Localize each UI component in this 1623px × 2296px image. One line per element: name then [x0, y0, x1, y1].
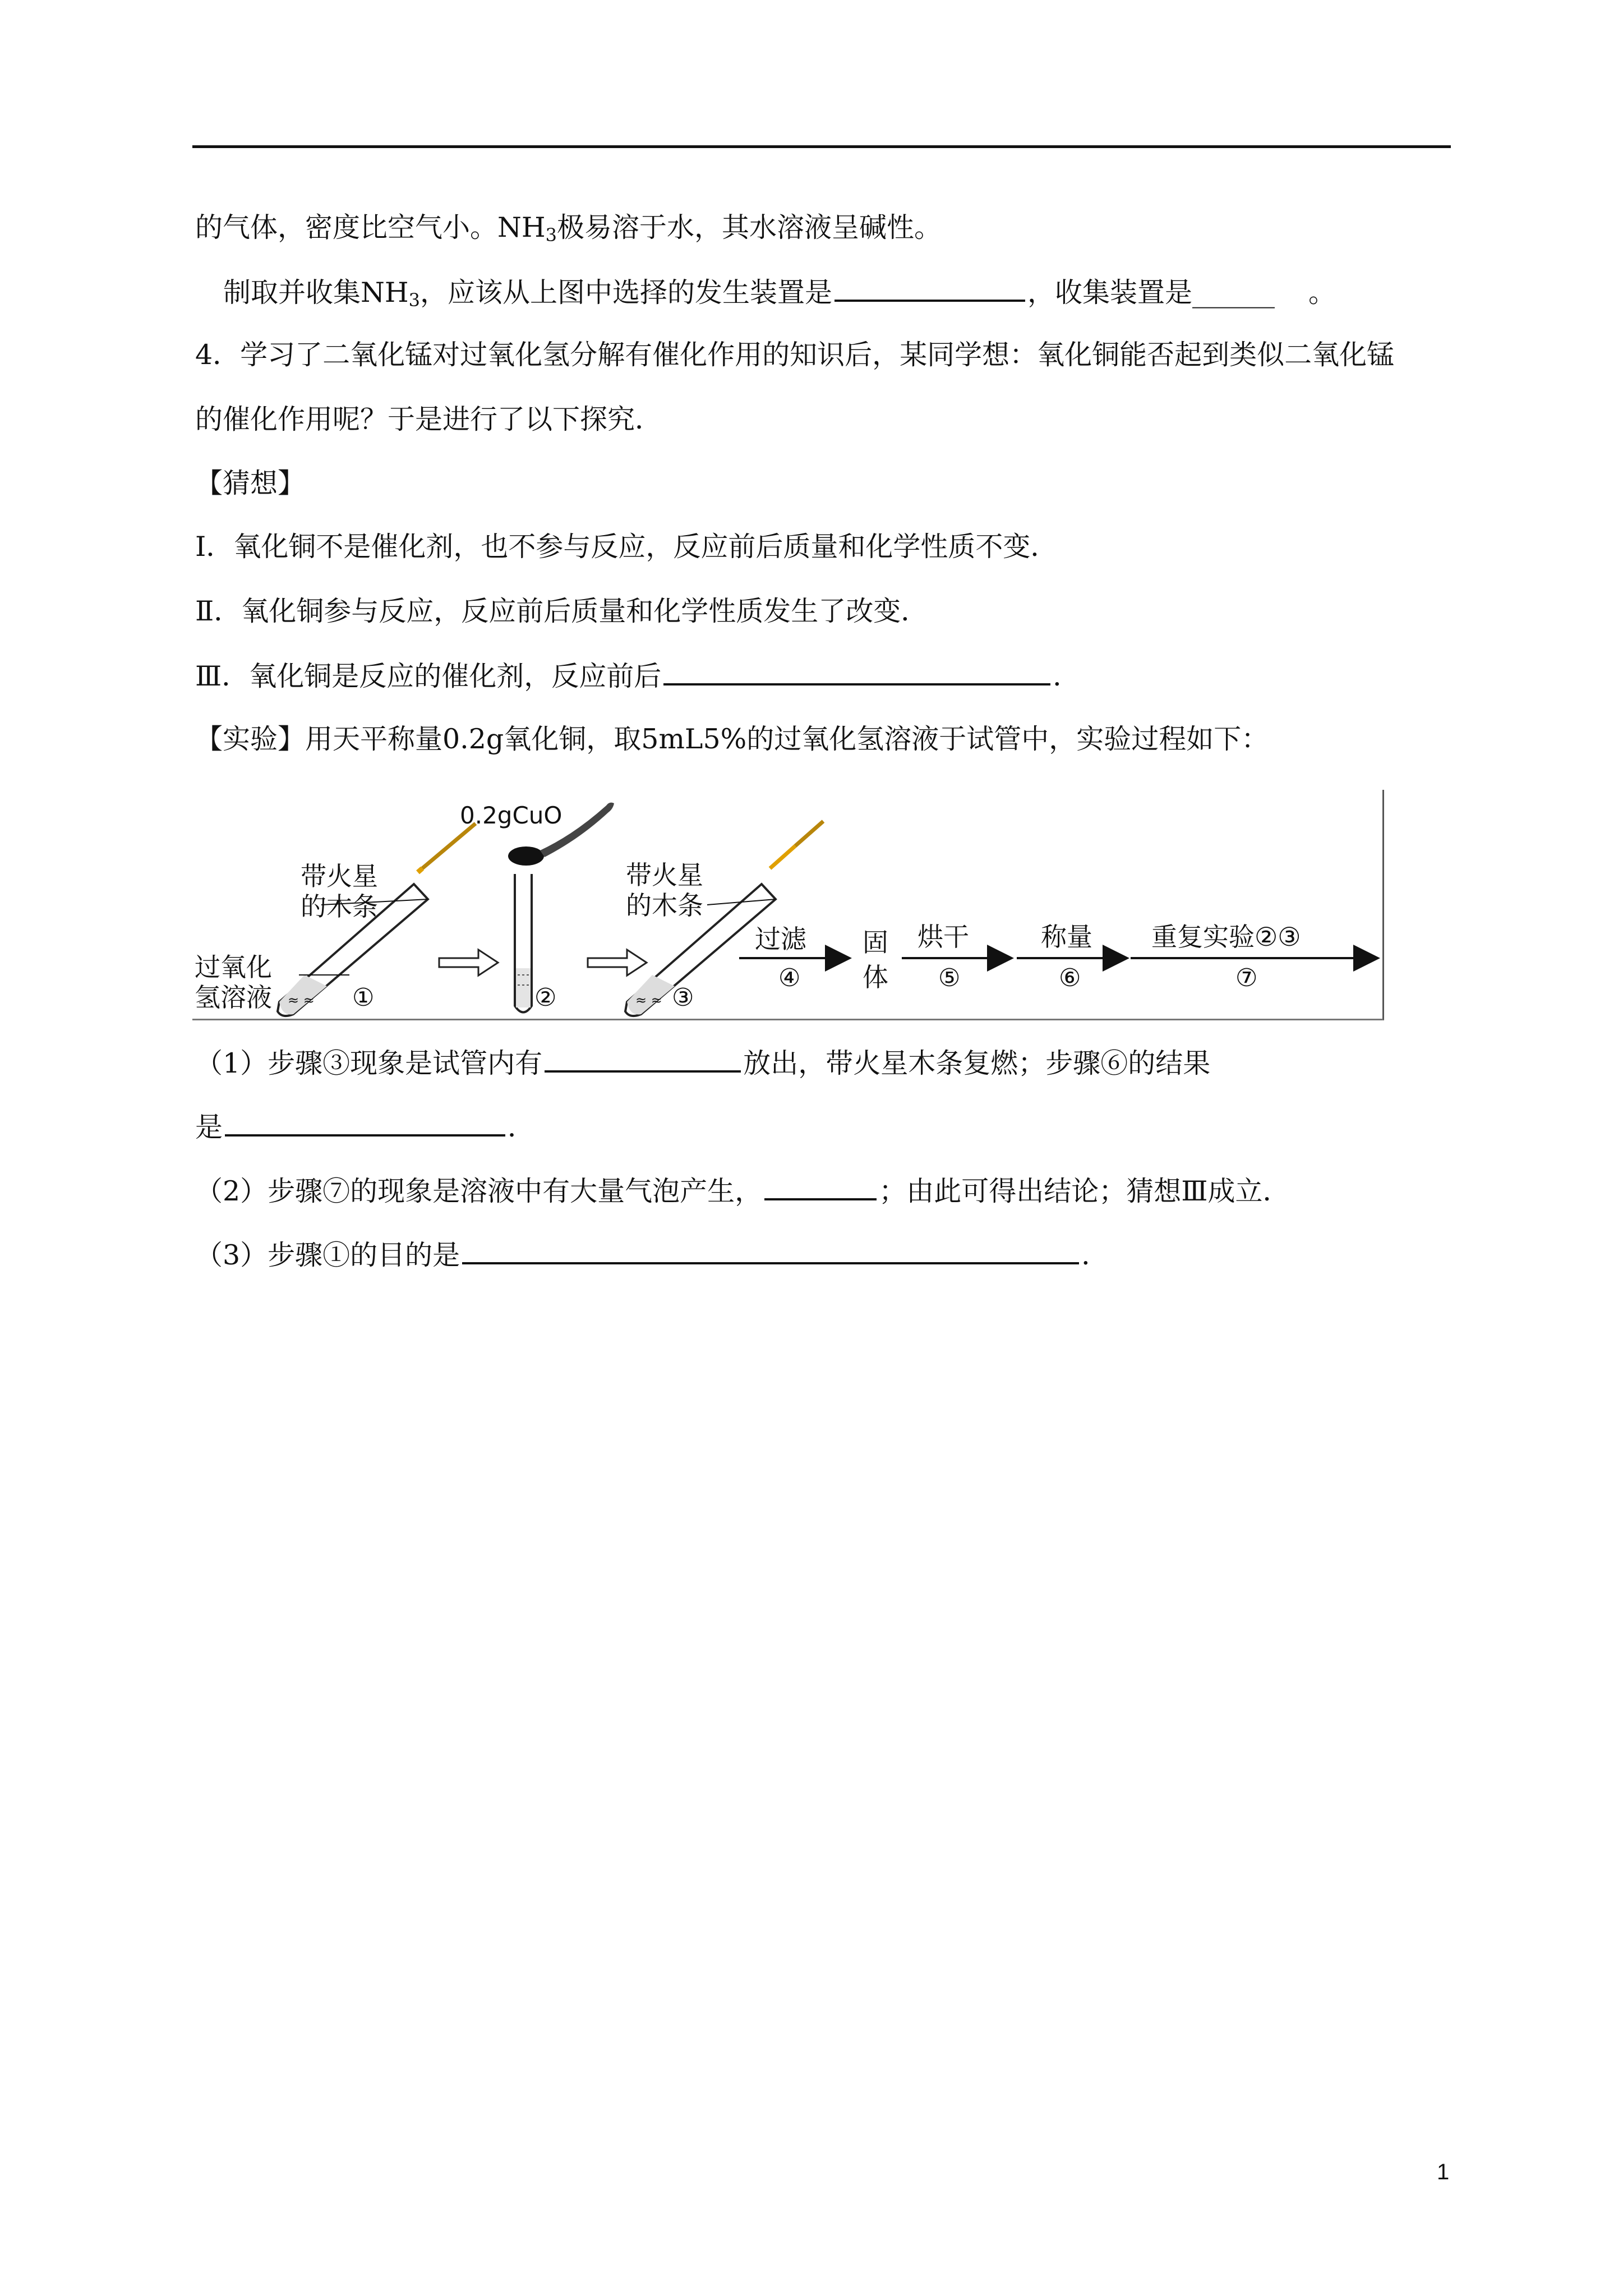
splint-label-2-line2: 的木条 [626, 890, 703, 921]
splint-label-1-line2: 的木条 [301, 891, 378, 922]
guess-3 [195, 659, 1080, 693]
step-2-label: ② [534, 983, 557, 1012]
text-line-gas [195, 211, 942, 252]
answer-1-cont [195, 1110, 535, 1144]
guess-heading: 【猜想】 [195, 467, 306, 499]
text-fragment: （1）步骤③现象是试管内有 [195, 1047, 543, 1079]
answer-2-line [195, 1174, 1290, 1208]
answer-blank[interactable] [225, 1110, 505, 1137]
dry-label: 烘干 [917, 922, 969, 952]
answer-blank[interactable] [834, 275, 1025, 302]
wooden-splint-3 [770, 846, 795, 868]
step-1-label: ① [352, 983, 375, 1012]
header-rule [192, 145, 1451, 148]
text-fragment: 。 [1308, 277, 1336, 309]
answer-3-line [195, 1237, 1109, 1272]
text-fragment: 制取并收集NH [223, 277, 409, 309]
text-line-nh3-question [223, 275, 1336, 317]
wooden-splint-1 [422, 823, 476, 868]
bubbles-1: ≈ ≈ [288, 992, 315, 1008]
filter-label: 过滤 [755, 924, 806, 954]
hollow-arrow-2 [588, 950, 647, 976]
step-3-label: ③ [672, 983, 694, 1012]
guess-1: Ⅰ．氧化铜不是催化剂，也不参与反应，反应前后质量和化学性质不变． [195, 531, 1058, 563]
answer-blank[interactable] [764, 1174, 877, 1200]
solid-label-line1: 固 [863, 927, 888, 958]
step-6-label: ⑥ [1059, 964, 1081, 992]
hollow-arrow-1 [439, 950, 498, 976]
text-fragment: 极易溶于水，其水溶液呈碱性。 [556, 211, 942, 243]
step-5-label: ⑤ [938, 964, 961, 992]
step-7-label: ⑦ [1235, 964, 1258, 992]
text-fragment: Ⅲ．氧化铜是反应的催化剂，反应前后 [195, 660, 662, 692]
step-4-label: ④ [778, 964, 801, 992]
question-4-line1: 4．学习了二氧化锰对过氧化氢分解有催化作用的知识后，某同学想：氧化铜能否起到类似二氧化锰 [195, 339, 1395, 371]
solid-label-line2: 体 [863, 962, 888, 992]
text-fragment: ． [508, 1111, 536, 1143]
splint-label-2-line1: 带火星 [626, 860, 703, 890]
text-fragment: ；由此可得出结论；猜想Ⅲ成立． [879, 1175, 1290, 1207]
answer-blank[interactable] [663, 659, 1050, 685]
text-fragment: （2）步骤⑦的现象是溶液中有大量气泡产生， [195, 1175, 763, 1207]
h2o2-label-line1: 过氧化 [195, 952, 272, 982]
splint-label-1-line1: 带火星 [301, 861, 378, 891]
answer-blank[interactable] [545, 1046, 741, 1073]
answer-1-line [195, 1046, 1210, 1080]
text-fragment: （3）步骤①的目的是 [195, 1239, 460, 1271]
subscript: 3 [408, 289, 420, 311]
bubbles-3: ≈ ≈ [635, 992, 662, 1008]
text-fragment: 的气体，密度比空气小。NH [195, 211, 546, 243]
experiment-figure [192, 790, 1384, 1020]
cuo-label: 0.2gCuO [460, 802, 562, 829]
weigh-label: 称量 [1041, 922, 1092, 952]
question-4-line2: 的催化作用呢？于是进行了以下探究． [195, 403, 663, 435]
repeat-label: 重复实验②③ [1151, 922, 1301, 952]
text-fragment: 放出，带火星木条复燃；步骤⑥的结果 [743, 1047, 1211, 1079]
text-fragment: ． [1081, 1239, 1109, 1271]
text-fragment: 是 [195, 1111, 223, 1143]
test-tube-2 [515, 874, 532, 1013]
text-fragment: ． [1053, 660, 1081, 692]
h2o2-label-line2: 氢溶液 [195, 982, 272, 1013]
guess-2: Ⅱ．氧化铜参与反应，反应前后质量和化学性质发生了改变． [195, 595, 929, 627]
answer-blank[interactable] [462, 1237, 1079, 1264]
text-fragment: ，收集装置是______ [1027, 277, 1275, 309]
subscript: 3 [545, 224, 557, 246]
experiment-diagram [192, 790, 1382, 1019]
experiment-line: 【实验】用天平称量0.2g氧化铜，取5mL5%的过氧化氢溶液于试管中，实验过程如下： [195, 723, 1269, 755]
text-fragment: ，应该从上图中选择的发生装置是 [419, 277, 832, 309]
page-number: 1 [1437, 2160, 1450, 2184]
